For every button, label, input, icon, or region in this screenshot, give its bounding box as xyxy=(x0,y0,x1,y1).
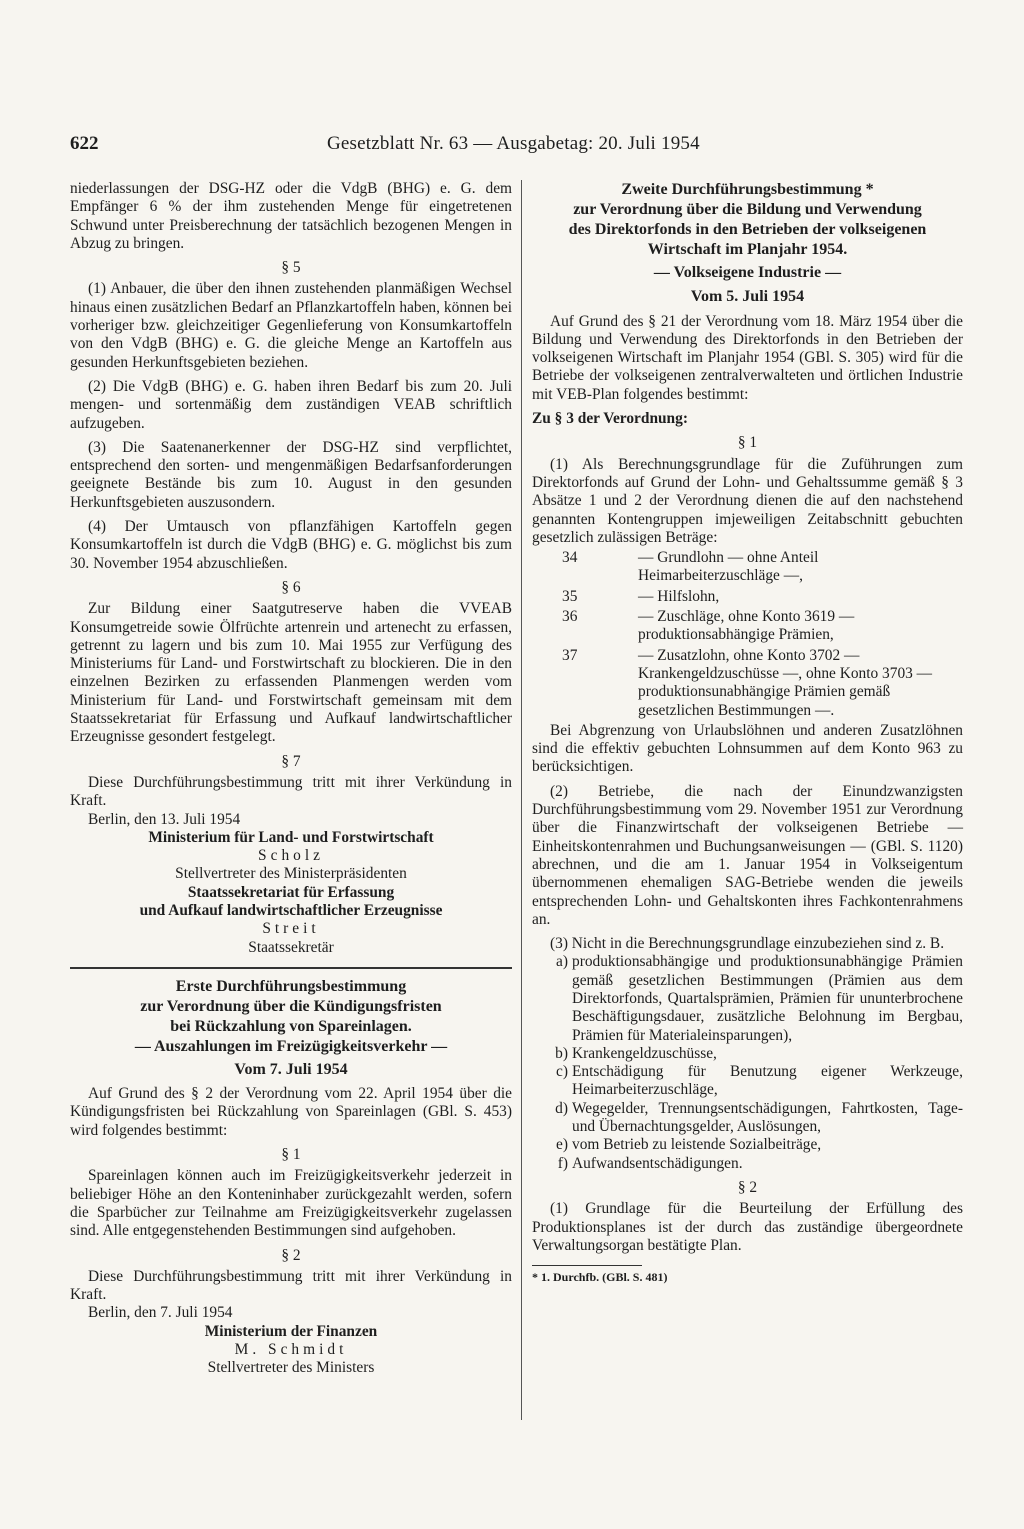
doc3-title-4: Wirtschaft im Planjahr 1954. xyxy=(647,241,848,258)
doc2-title-2: zur Verordnung über die Kündigungsfristen xyxy=(140,997,442,1015)
doc2-title-4: — Auszahlungen im Freizügigkeitsverkehr — xyxy=(134,1037,448,1055)
place-date: Berlin, den 13. Juli 1954 xyxy=(88,810,241,828)
account-text: — Hilfslohn, xyxy=(638,587,720,605)
doc3-title-2: zur Verordnung über die Bildung und Verwendung xyxy=(573,201,922,218)
account-text: — Zuschläge, ohne Konto 3619 — produktionsabhängige Prämien, xyxy=(638,608,855,644)
signature-role-2: Staatssekretär xyxy=(248,938,334,956)
exclusion-label: a) xyxy=(556,953,568,971)
doc3-section-2-para-1: (1) Grundlage für die Beurteilung der Erfüllung des Produktionsplanes ist der durch das zuständige übergeordnete Verwaltungsorgan bestätigte Plan. xyxy=(532,1200,963,1254)
account-item xyxy=(532,647,963,720)
continuation-paragraph: niederlassungen der DSG-HZ oder die VdgB (BHG) e. G. dem Empfänger 6 % der ihm zustehenden Menge für eingetretenen Schwund unter Preisberechnung der tatsächlich bezogenen Mengen in Abzug zu bringen. xyxy=(70,180,512,252)
section-5-heading: § 5 xyxy=(281,259,301,277)
doc2-section-2-heading: § 2 xyxy=(281,1246,301,1264)
account-list xyxy=(532,549,963,720)
exclusion-label: f) xyxy=(557,1154,568,1172)
section-5-para-1: (1) Anbauer, die über den ihnen zustehenden planmäßigen Wechsel hinaus einen zusätzlichen Bedarf an Pflanzkartoffeln haben, können bei vorheriger bzw. gleichzeitiger Gegenlieferung von Konsumkartoffeln von den VdgB (BHG) e. G. die gleiche Menge an Kartoffeln aus gesunden Herkunftsgebieten beziehen. xyxy=(70,280,512,371)
exclusion-label: b) xyxy=(555,1044,568,1062)
section-7-heading: § 7 xyxy=(281,752,301,770)
doc3-title-1: Zweite Durchführungsbestimmung * xyxy=(621,181,874,198)
section-5-para-2: (2) Die VdgB (BHG) e. G. haben ihren Bedarf bis zum 20. Juli mengen- und sortenmäßig dem zuständigen VEAB schriftlich aufzugeben. xyxy=(70,377,512,432)
section-5-para-3: (3) Die Saatenanerkenner der DSG-HZ sind verpflichtet, entsprechend den sorten- und mengenmäßigen Bedarfsanforderungen geeignete Bestände bis zum 10. August in den gesunden Herkunftsgebieten auszusondern. xyxy=(70,438,512,511)
page-number: 622 xyxy=(70,133,99,154)
doc2-title-3: bei Rückzahlung von Spareinlagen. xyxy=(170,1017,412,1035)
column-divider xyxy=(521,180,522,1420)
account-number: 37 xyxy=(562,646,578,664)
exclusion-item xyxy=(532,953,963,1044)
footnote-rule xyxy=(532,1265,642,1266)
doc3-section-2-heading: § 2 xyxy=(737,1178,758,1196)
doc3-section-1-para-1: (1) Als Berechnungsgrundlage für die Zuführungen zum Direktorfonds auf Grund der Lohn- und Gehaltssumme gemäß § 3 Absätze 1 und 2 der Verordnung dienen die auf den nachstehend genannten Kontengruppen imjeweiligen Zeitabschnitt gebuchten gesetzlich zulässigen Beträge: xyxy=(532,455,963,546)
doc3-title-3: des Direktorfonds in den Betrieben der volkseigenen xyxy=(568,221,927,238)
exclusion-item xyxy=(532,1063,963,1100)
signature-org-2-line-2: und Aufkauf landwirtschaftlicher Erzeugnisse xyxy=(139,901,443,919)
exclusion-list xyxy=(532,953,963,1173)
section-rule xyxy=(70,967,512,969)
left-column xyxy=(70,180,512,1378)
signature-role-1: Stellvertreter des Ministerpräsidenten xyxy=(175,865,407,883)
exclusion-item xyxy=(532,1136,963,1154)
exclusion-text: Krankengeldzuschüsse, xyxy=(572,1044,717,1062)
doc3-intro: Auf Grund des § 21 der Verordnung vom 18. März 1954 über die Bildung und Verwendung des Direktorfonds in den Betrieben der volkseigenen Wirtschaft im Planjahr 1954 (GBl. S. 305) wird für die Betriebe der volkseigenen zentralverwalteten und örtlichen Industrie mit VEB-Plan folgendes bestimmt: xyxy=(532,312,963,403)
doc2-section-1-heading: § 1 xyxy=(281,1146,301,1164)
exclusion-item xyxy=(532,1100,963,1137)
account-item xyxy=(532,549,963,586)
doc2-title-1: Erste Durchführungsbestimmung xyxy=(175,977,407,995)
doc3-section-1-para-2: (2) Betriebe, die nach der Einundzwanzigsten Durchführungsbestimmung vom 29. November 1951 zur Verordnung über die Finanzwirtschaft der volkseigenen Betriebe — Einheitskontenrahmen und Buchungsanweisungen — (GBl. S. 1120) abrechnen, und die am 1. Januar 1954 in Volkseigentum übernommenen ehemaligen SAG-Betriebe wenden die jeweils entsprechenden Lohn- und Gehaltskonten ihres Fachkontenrahmens an. xyxy=(532,782,963,928)
exclusion-label: d) xyxy=(555,1099,568,1117)
doc2-place-date: Berlin, den 7. Juli 1954 xyxy=(88,1304,233,1322)
doc3-subtitle: — Volkseigene Industrie — xyxy=(653,264,842,281)
footnote: * 1. Durchfb. (GBl. S. 481) xyxy=(532,1270,668,1285)
account-item xyxy=(532,608,963,645)
doc3-date: Vom 5. Juli 1954 xyxy=(690,288,805,306)
right-column xyxy=(532,180,963,1286)
section-7-para: Diese Durchführungsbestimmung tritt mit ihrer Verkündung in Kraft. xyxy=(70,773,512,810)
exclusion-text: vom Betrieb zu leistende Sozialbeiträge, xyxy=(572,1136,822,1154)
account-number: 35 xyxy=(562,587,578,605)
doc2-signature-role: Stellvertreter des Ministers xyxy=(207,1359,375,1377)
doc3-zu-heading: Zu § 3 der Verordnung: xyxy=(532,410,688,428)
exclusion-label: c) xyxy=(556,1063,568,1081)
signature-org-2-line-1: Staatssekretariat für Erfassung xyxy=(187,883,395,901)
exclusion-item xyxy=(532,1155,963,1173)
doc2-date: Vom 7. Juli 1954 xyxy=(234,1060,348,1078)
exclusion-item xyxy=(532,1045,963,1063)
running-title: Gesetzblatt Nr. 63 — Ausgabetag: 20. Juli 1954 xyxy=(327,133,700,154)
signature-name-2: Streit xyxy=(262,920,320,938)
signature-org-1: Ministerium für Land- und Forstwirtschaft xyxy=(148,828,434,846)
exclusion-label: e) xyxy=(556,1136,568,1154)
account-number: 34 xyxy=(562,549,578,567)
exclusion-text: produktionsabhängige und produktionsunabhängige Prämien gemäß gesetzlichen Bestimmungen (Prämien aus dem Direktorfonds, Quartalsprämien, Prämien für ununterbrochene Beschäftigungsdauer, zusätzliche Belohnung im Bergbau, Prämien für Materialeinsparungen), xyxy=(572,953,963,1044)
signature-name-1: Scholz xyxy=(258,847,324,865)
exclusion-text: Wegegelder, Trennungsentschädigungen, Fahrtkosten, Tage- und Übernachtungsgelder, Auslösungen, xyxy=(572,1099,963,1136)
doc3-section-1-heading: § 1 xyxy=(737,434,758,452)
doc3-section-1-para-3: (3) Nicht in die Berechnungsgrundlage einzubeziehen sind z. B. xyxy=(550,935,945,953)
doc2-section-2-para: Diese Durchführungsbestimmung tritt mit ihrer Verkündung in Kraft. xyxy=(70,1267,512,1304)
exclusion-text: Entschädigung für Benutzung eigener Werkzeuge, Heimarbeiterzuschläge, xyxy=(572,1063,963,1099)
account-number: 36 xyxy=(562,608,578,626)
section-6-heading: § 6 xyxy=(281,578,301,596)
exclusion-text: Aufwandsentschädigungen. xyxy=(572,1154,743,1172)
doc2-signature-org: Ministerium der Finanzen xyxy=(204,1322,378,1340)
doc2-section-1-para: Spareinlagen können auch im Freizügigkeitsverkehr jederzeit in beliebiger Höhe an den Konteninhaber zurückgezahlt werden, sofern die Sparbücher zur Teilnahme am Freizügigkeitsverkehr zugelassen sind. Alle entgegenstehenden Bestimmungen sind aufgehoben. xyxy=(70,1167,512,1240)
section-6-para: Zur Bildung einer Saatgutreserve haben die VVEAB Konsumgetreide sowie Ölfrüchte artenrein und artenecht zu erfassen, getrennt zu lagern und bis zum 10. Mai 1955 zur Verfügung des Ministeriums für Land- und Forstwirtschaft zu blockieren. Die in den einzelnen Bezirken zu erfassenden Planmengen werden vom Ministerium für Land- und Forstwirtschaft gemeinsam mit dem Staatssekretariat für Erfassung und Aufkauf landwirtschaftlicher Erzeugnisse gesondert festgelegt. xyxy=(70,600,512,746)
account-item xyxy=(532,588,963,606)
doc3-section-1-after-list: Bei Abgrenzung von Urlaubslöhnen und anderen Zusatzlöhnen sind die effektiv gebuchten Lohnsummen auf dem Konto 963 zu berücksichtigen. xyxy=(532,721,963,776)
doc2-intro: Auf Grund des § 2 der Verordnung vom 22. April 1954 über die Kündigungsfristen bei Rückzahlung von Spareinlagen (GBl. S. 453) wird folgendes bestimmt: xyxy=(70,1085,512,1139)
account-text: — Zusatzlohn, ohne Konto 3702 — Krankengeldzuschüsse —, ohne Konto 3703 — produktionsunabhängige Prämien gemäß gesetzlichen Bestimmungen —. xyxy=(638,646,933,719)
section-5-para-4: (4) Der Umtausch von pflanzfähigen Kartoffeln gegen Konsumkartoffeln ist durch die VdgB (BHG) e. G. möglichst bis zum 30. November 1954 abzuschließen. xyxy=(70,518,512,572)
doc2-signature-name: M. Schmidt xyxy=(234,1341,348,1359)
account-text: — Grundlohn — ohne Anteil Heimarbeiterzuschläge —, xyxy=(638,549,819,585)
